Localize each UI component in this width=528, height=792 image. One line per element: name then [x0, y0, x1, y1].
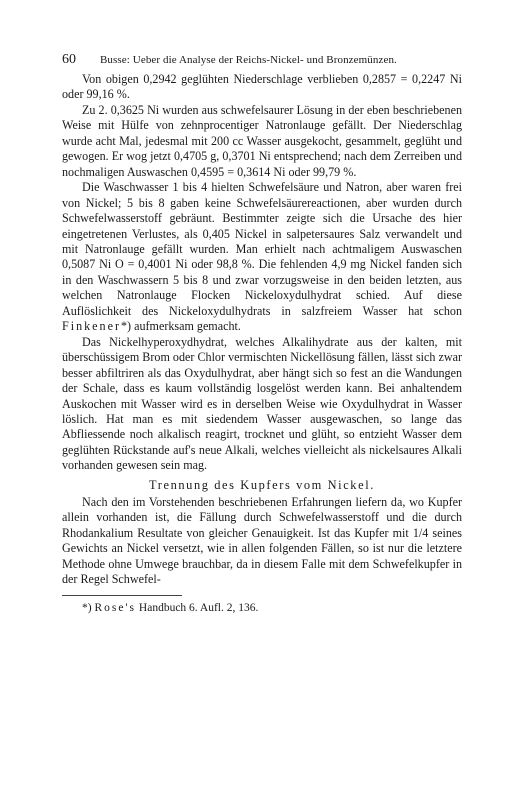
body-text [62, 72, 462, 588]
footnote-author: Rose's [94, 601, 137, 614]
paragraph: Zu 2. 0,3625 Ni wurden aus schwefelsaurer Lösung in der eben beschriebenen Weise mit Hülfe von zehnprocentiger Natronlauge gefällt. Der Niederschlag wurde acht Mal, jedesmal mit 200 cc Wasser ausgekocht, gesammelt, geglüht und gewogen. Er wog jetzt 0,4705 g, 0,3701 Ni entsprechend; nach dem Zerreiben und nochmaligen Auswaschen 0,4595 = 0,3614 Ni oder 99,79 %. [62, 102, 462, 179]
footnote-rule [62, 595, 182, 596]
paragraph: Das Nickelhyperoxydhydrat, welches Alkalihydrate aus der kalten, mit überschüssigem Brom oder Chlor vermischten Nickellösung fällen, lässt sich zwar besser abfiltriren als das Oxydulhydrat, aber hängt sich so fest an die Wandungen der Schale, dass es kaum vollständig losgelöst werden kann. Bei anhaltendem Auskochen mit Wasser wird es in derselben Weise wie Oxydulhydrat in Wasser löslich. Hat man es mit siedendem Wasser ausgewaschen, so lange das Abfliessende noch alkalisch reagirt, trocknet und glüht, so entzieht Wasser dem geglühten Rückstande auf's neue Alkali, welches vielleicht als nickelsaures Alkali vorhanden gewesen sein mag. [62, 334, 462, 473]
running-header [62, 52, 462, 72]
paragraph-text: Die Waschwasser 1 bis 4 hielten Schwefelsäure und Natron, aber waren frei von Nickel; 5 bis 8 gaben keine Schwefelsäurereactionen, aber wurden durch Schwefelwasserstoff gebräunt. Bestimmter zeigte sich die Ursache des hier eingetretenen Verlustes, als 0,405 Nickel in salpetersaures Salz verwandelt und mit Natronlauge gefällt wurden. Man erhielt nach achtmaligem Auswaschen 0,5087 Ni O = 0,4001 Ni oder 98,8 %. Die fehlenden 4,9 mg Nickel fanden sich in den Waschwassern 5 bis 8 und zwar vorzugsweise in den beiden letzten, aus welchen Natronlauge Flocken Nickeloxydulhydrat schied. Auf diese Auflöslichkeit des Nickeloxydulhydrats in salzfreiem Wasser hat schon [62, 180, 462, 318]
paragraph [62, 495, 462, 588]
section-heading: Trennung des Kupfers vom Nickel. [149, 477, 375, 492]
running-title: Busse: Ueber die Analyse der Reichs-Nickel- und Bronzemünzen. [100, 54, 397, 66]
spaced-name: Finkener [62, 319, 121, 334]
paragraph [62, 180, 462, 335]
page [62, 52, 462, 615]
footnote [62, 601, 462, 615]
paragraph-text: seines Gewichts an Nickel versetzt, wie in allen folgenden Fällen, so ist nur die letztere Methode ohne Umwege brauchbar, da in diesem Falle mit dem Schwefelkupfer in der Regel Schwefel- [62, 525, 462, 587]
page-number: 60 [62, 52, 76, 67]
footnote-text: Handbuch 6. Aufl. 2, 136. [138, 601, 259, 614]
paragraph-text: Nach den im Vorstehenden beschriebenen Erfahrungen liefern da, wo Kupfer allein vorhanden ist, die Fällung durch Schwefelwasserstoff und die durch Rhodankalium Resultate von gleicher Genauigkeit. Ist das Kupfer mit [62, 494, 462, 540]
paragraph-tail: *) aufmerksam gemacht. [121, 319, 241, 334]
fraction: 1/4 [412, 525, 429, 540]
paragraph: Von obigen 0,2942 geglühten Niederschlage verblieben 0,2857 = 0,2247 Ni oder 99,16 %. [62, 72, 462, 102]
footnote-mark: *) [82, 601, 92, 614]
